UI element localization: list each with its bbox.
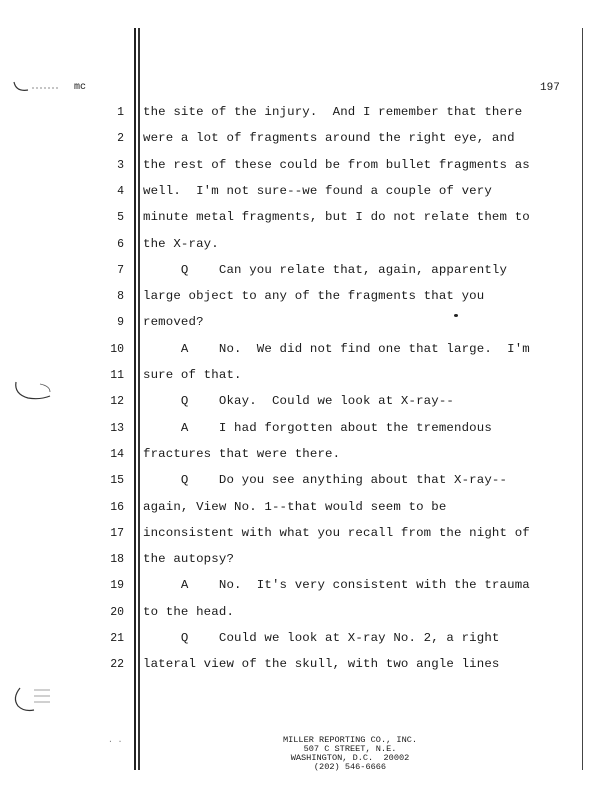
line-number: 6 bbox=[117, 237, 124, 251]
transcript-line: minute metal fragments, but I do not relate them to bbox=[143, 210, 530, 225]
transcript-line: inconsistent with what you recall from the night of bbox=[143, 525, 530, 540]
reporter-initials: mc bbox=[74, 82, 87, 93]
transcript-line: were a lot of fragments around the right eye, and bbox=[143, 131, 515, 146]
line-number: 20 bbox=[110, 605, 124, 619]
margin-dots: . . bbox=[108, 736, 123, 745]
line-number: 16 bbox=[110, 500, 124, 514]
transcript-line: lateral view of the skull, with two angle lines bbox=[143, 657, 500, 672]
line-number: 7 bbox=[117, 263, 124, 277]
line-number: 11 bbox=[110, 369, 124, 382]
line-number: 12 bbox=[110, 395, 124, 409]
transcript-line: large object to any of the fragments that you bbox=[143, 289, 485, 304]
transcript-line: Q Can you relate that, again, apparently bbox=[143, 262, 508, 277]
ink-speck bbox=[454, 314, 458, 317]
right-margin-rule bbox=[582, 28, 583, 770]
line-number: 22 bbox=[110, 658, 124, 672]
transcript-line: A No. It's very consistent with the trauma bbox=[143, 578, 530, 593]
line-number: 19 bbox=[110, 579, 124, 593]
footer-street: 507 C STREET, N.E. bbox=[303, 744, 397, 754]
transcript-line: the autopsy? bbox=[143, 552, 235, 567]
left-margin-rule-inner bbox=[138, 28, 140, 770]
line-number: 21 bbox=[110, 632, 124, 645]
line-number: 18 bbox=[110, 553, 124, 567]
line-number: 17 bbox=[110, 526, 124, 540]
transcript-line: fractures that were there. bbox=[143, 446, 341, 461]
line-number: 8 bbox=[117, 290, 124, 304]
line-number: 4 bbox=[117, 184, 124, 198]
footer-phone: (202) 546-6666 bbox=[313, 762, 387, 772]
line-number: 10 bbox=[110, 342, 124, 356]
transcript-line: A No. We did not find one that large. I'm bbox=[143, 341, 530, 356]
line-number: 5 bbox=[117, 211, 124, 225]
transcript-line: the X-ray. bbox=[143, 236, 219, 251]
transcript-line: the site of the injury. And I remember that there bbox=[143, 105, 523, 119]
transcript-line: again, View No. 1--that would seem to be bbox=[143, 499, 447, 514]
transcript-line: Q Okay. Could we look at X-ray-- bbox=[143, 394, 455, 409]
left-margin-rule bbox=[134, 28, 136, 770]
transcript-line: sure of that. bbox=[143, 368, 242, 382]
line-number: 14 bbox=[110, 447, 124, 461]
line-number: 13 bbox=[110, 421, 124, 435]
hole-punch-mark-middle bbox=[10, 378, 56, 404]
line-number: 3 bbox=[117, 158, 124, 172]
transcript-line: the rest of these could be from bullet fragments as bbox=[143, 157, 530, 172]
footer-city: WASHINGTON, D.C. 20002 bbox=[290, 753, 410, 763]
transcript-line: well. I'm not sure--we found a couple of very bbox=[143, 183, 492, 198]
transcript-line: removed? bbox=[143, 315, 204, 330]
transcript-line: Q Do you see anything about that X-ray-- bbox=[143, 473, 508, 488]
line-number: 15 bbox=[110, 474, 124, 488]
transcript-line: Q Could we look at X-ray No. 2, a right bbox=[143, 631, 500, 645]
footer-company: MILLER REPORTING CO., INC. bbox=[282, 735, 418, 745]
line-number: 2 bbox=[117, 132, 124, 146]
hole-punch-mark-top bbox=[10, 78, 62, 98]
reporter-footer bbox=[200, 736, 500, 772]
page-number: 197 bbox=[540, 82, 560, 94]
line-number: 1 bbox=[117, 106, 124, 119]
transcript-line: A I had forgotten about the tremendous bbox=[143, 420, 492, 435]
hole-punch-mark-bottom bbox=[10, 684, 56, 714]
transcript-line: to the head. bbox=[143, 604, 235, 619]
line-number: 9 bbox=[117, 316, 124, 330]
